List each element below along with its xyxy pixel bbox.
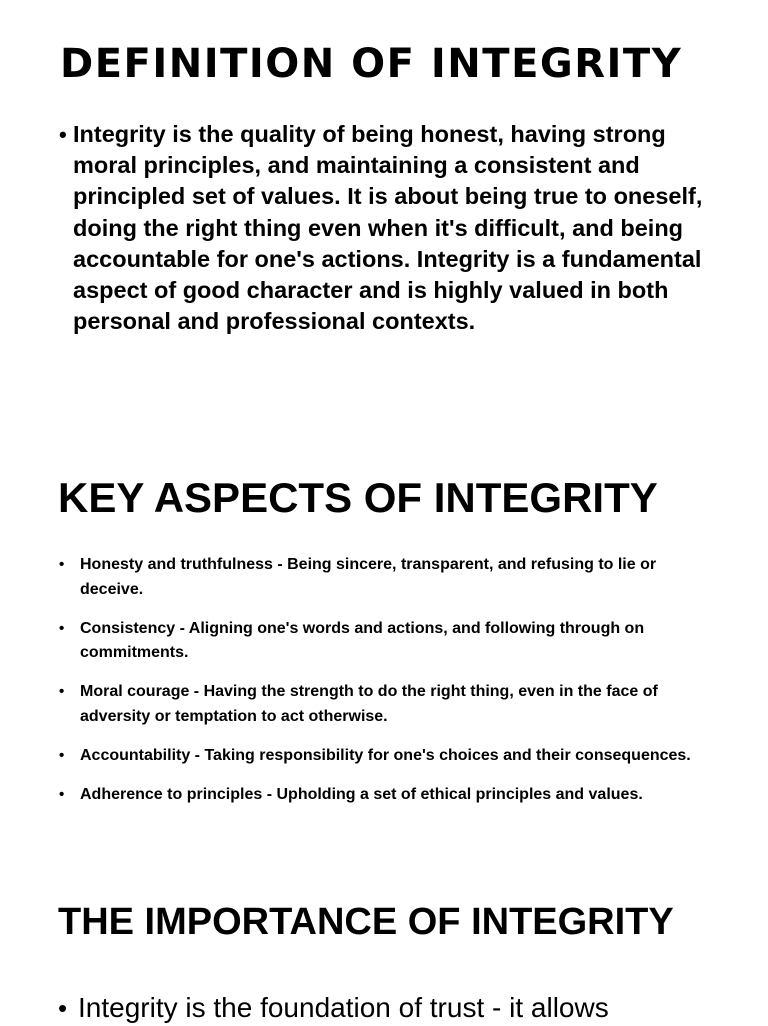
bullet-icon: • (59, 556, 65, 573)
bullet-icon: • (58, 993, 68, 1023)
bullet-icon: • (59, 619, 65, 637)
importance-text: Integrity is the foundation of trust - it allows (78, 992, 609, 1023)
list-item (59, 783, 719, 808)
aspect-text-moral-courage: Moral courage - Having the strength to do the right thing, even in the face of adversity or temptation to act otherwise. (80, 683, 658, 725)
importance-list-item (58, 990, 738, 1026)
definition-text: Integrity is the quality of being honest, having strong moral principles, and maintaining a consistent and principled set of values. It is about being true to oneself, doing the right thing even when it's difficult, and being accountable for one's actions. Integrity is a fundamental aspect of good character and is highly valued in both personal and professional contexts. (73, 121, 703, 335)
bullet-icon: • (59, 122, 67, 147)
definition-list-item (59, 119, 719, 337)
aspect-text-consistency: Consistency - Aligning one's words and actions, and following through on commitments. (80, 619, 645, 661)
bullet-icon: • (59, 746, 65, 764)
importance-title: THE IMPORTANCE OF INTEGRITY (58, 901, 674, 943)
list-item (59, 744, 719, 769)
aspect-text-accountability: Accountability - Taking responsibility for one's choices and their consequences. (80, 746, 691, 764)
aspect-text-honesty: Honesty and truthfulness - Being sincere, transparent, and refusing to lie or deceive. (80, 556, 657, 598)
key-aspects-title: KEY ASPECTS OF INTEGRITY (58, 474, 658, 521)
list-item (59, 553, 719, 602)
bullet-icon: • (59, 683, 65, 700)
list-item (59, 680, 719, 729)
key-aspects-list (59, 553, 719, 822)
definition-title: DEFINITION OF INTEGRITY (60, 41, 683, 87)
aspect-text-principles: Adherence to principles - Upholding a set of ethical principles and values. (80, 785, 643, 803)
bullet-icon: • (59, 785, 65, 803)
list-item (59, 617, 719, 666)
